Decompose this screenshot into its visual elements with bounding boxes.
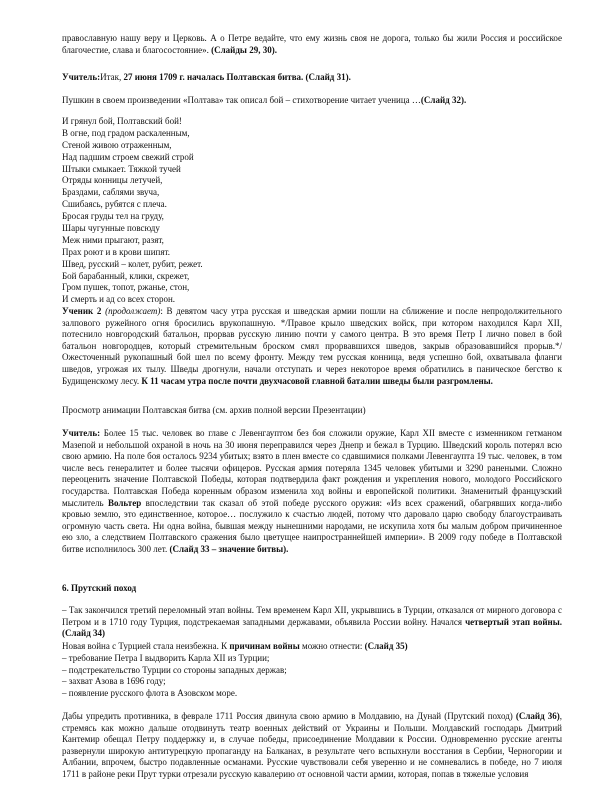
poem-line: Штыки смыкает. Тяжкой тучей [62, 163, 181, 174]
poem-line: Сшибаясь, рубятся с плеча. [62, 199, 167, 210]
section-heading-prut: 6. Прутский поход [62, 583, 137, 593]
poem-line: Швед, русский – колет, рубит, режет. [62, 258, 203, 269]
paragraph-pushkin-intro: Пушкин в своем произведении «Полтава» так описал бой – стихотворение читает ученица …(Слайд 32). [62, 95, 467, 105]
paragraph-fourth-stage: – Так закончился третий переломный этап войны. Тем временем Карл XII, укрывшись в Турции, отказался от мирного договора с Петром и в 1710 году Турция, подстрекаемая западными державами, объявила России войну. Начался четвертый этап войны. (Слайд 34) [62, 605, 563, 639]
paragraph-peter-speech: православную нашу веру и Церковь. А о Петре ведайте, что ему жизнь своя не дорога, только бы жили Россия и российское благочестие, слава и благосостояние». (Слайды 29, 30). [62, 33, 562, 55]
poem-line: Бросая груды тел на груду, [62, 211, 164, 222]
poem-line: Прах роют и в крови шипят. [62, 246, 170, 257]
paragraph-animation-note: Просмотр анимации Полтавская битва (см. архив полной версии Презентации) [62, 405, 366, 415]
paragraph-battle-results: Учитель: Более 15 тыс. человек во главе с Левенгауптом без боя сложили оружие, Карл XII вместе с изменником гетманом Мазепой и небольшой охраной в ночь на 30 июня переправился через Днепр и бежал в Турцию. Шведский король потерял всю свою армию. На поле боя осталось 9234 убитых; взято в плен вместе со сдавшимися полками Левенгаупта 19 тыс. человек, в том числе весь генералитет и более тысячи офицеров. Русская армия потеряла 1345 человек убитыми и 3290 ранеными. Сложно переоценить значение Полтавской Победы, которая подтвердила факт рождения и укрепления нового, молодого Российского государства. Полтавская Победа коренным образом изменила ход войны и европейской политики. Знаменитый французский мыслитель Вольтер впоследствии так сказал об этой победе русского оружия: «Из всех сражений, обагрявших когда-либо кровью землю, это единственное, которое… послужило к счастью людей, потому что даровало царю свободу благоустраивать огромную часть света. Ни одна война, бывшая между нынешними народами, не искупила хотя бы малым добром причиненное ею зло, а следствием Полтавского сражения было цветущее наипространнейшей империи». В 2009 году победе в Полтавской битве исполнилось 300 лет. (Слайд 33 – значение битвы). [62, 428, 562, 554]
paragraph-prut-campaign: Дабы упредить противника, в феврале 1711 Россия двинула свою армию в Молдавию, на Дунай (Прутский поход) (Слайд 36), стремясь как можно дальше отодвинуть театр военных действий от Украины и Польши. Молдавский господарь Дмитрий Кантемир обещал Петру поддержку и, в случае победы, присоединение Молдавии к России. Одновременно русские агенты развернули широкую антитурецкую пропаганду на Балканах, в результате чего вспыхнули восстания в Сербии, Черногории и Албании, впрочем, быстро подавленные османами. Русские чувствовали себя уверенно и не сомневались в победе, но 7 июля 1711 в районе реки Прут турки отрезали русскую кавалерию от основной части армии, которая, попав в тяжелые условия [62, 711, 563, 779]
paragraph-battle-start: Учитель:Итак, 27 июня 1709 г. началась Полтавская битва. (Слайд 31). [62, 72, 351, 82]
paragraph-student-2: Ученик 2 (продолжает): В девятом часу утра русская и шведская армии пошли на сближение и после непродолжительного залпового ружейного огня бросились врукопашную. */Правое крыло шведских войск, при котором находился Карл XII, потеснило новгородский батальон, прорвав русскую линию почти у самого центра. В это время Петр I лично повел в бой батальон новгородцев, который стремительным броском смял прорвавшихся шведов, закрыв образовавшийся прорыв.*/ Ожесточенный рукопашный бой шел по всему фронту. Между тем русская конница, ведя успешно бой, охватывала фланги шведов, угрожая их тылу. Шведы дрогнули, начали отступать и через некоторое время обратились в паническое бегство к Будищенскому лесу. К 11 часам утра после почти двухчасовой главной баталии шведы были разгромлены. [62, 306, 562, 386]
poem-line: Меж ними прыгают, разят, [62, 234, 164, 245]
poem-line: Отряды конницы летучей, [62, 175, 163, 186]
causes-list [62, 653, 562, 699]
paragraph-war-causes: Новая война с Турцией стала неизбежна. К причинам войны можно отнести: (Слайд 35) [62, 641, 408, 651]
poem-line: Шары чугунные повсюду [62, 223, 160, 234]
poem-line: Гром пушек, топот, ржанье, стон, [62, 282, 190, 293]
list-item: – подстрекательство Турции со стороны западных держав; [62, 664, 287, 675]
poem-poltava [62, 116, 482, 306]
poem-line: Бой барабанный, клики, скрежет, [62, 270, 190, 281]
poem-line: Стеной живою отраженным, [62, 139, 172, 150]
poem-line: В огне, под градом раскаленным, [62, 127, 190, 138]
list-item: – появление русского флота в Азовском море. [62, 687, 238, 698]
poem-line: И грянул бой, Полтавский бой! [62, 116, 182, 126]
poem-line: Браздами, саблями звуча, [62, 187, 160, 198]
list-item: – требование Петра I выдворить Карла XII из Турции; [62, 653, 270, 663]
poem-line: Над падшим строем свежий строй [62, 151, 194, 162]
poem-line: И смерть и ад со всех сторон. [62, 294, 176, 305]
list-item: – захват Азова в 1696 году; [62, 676, 166, 687]
